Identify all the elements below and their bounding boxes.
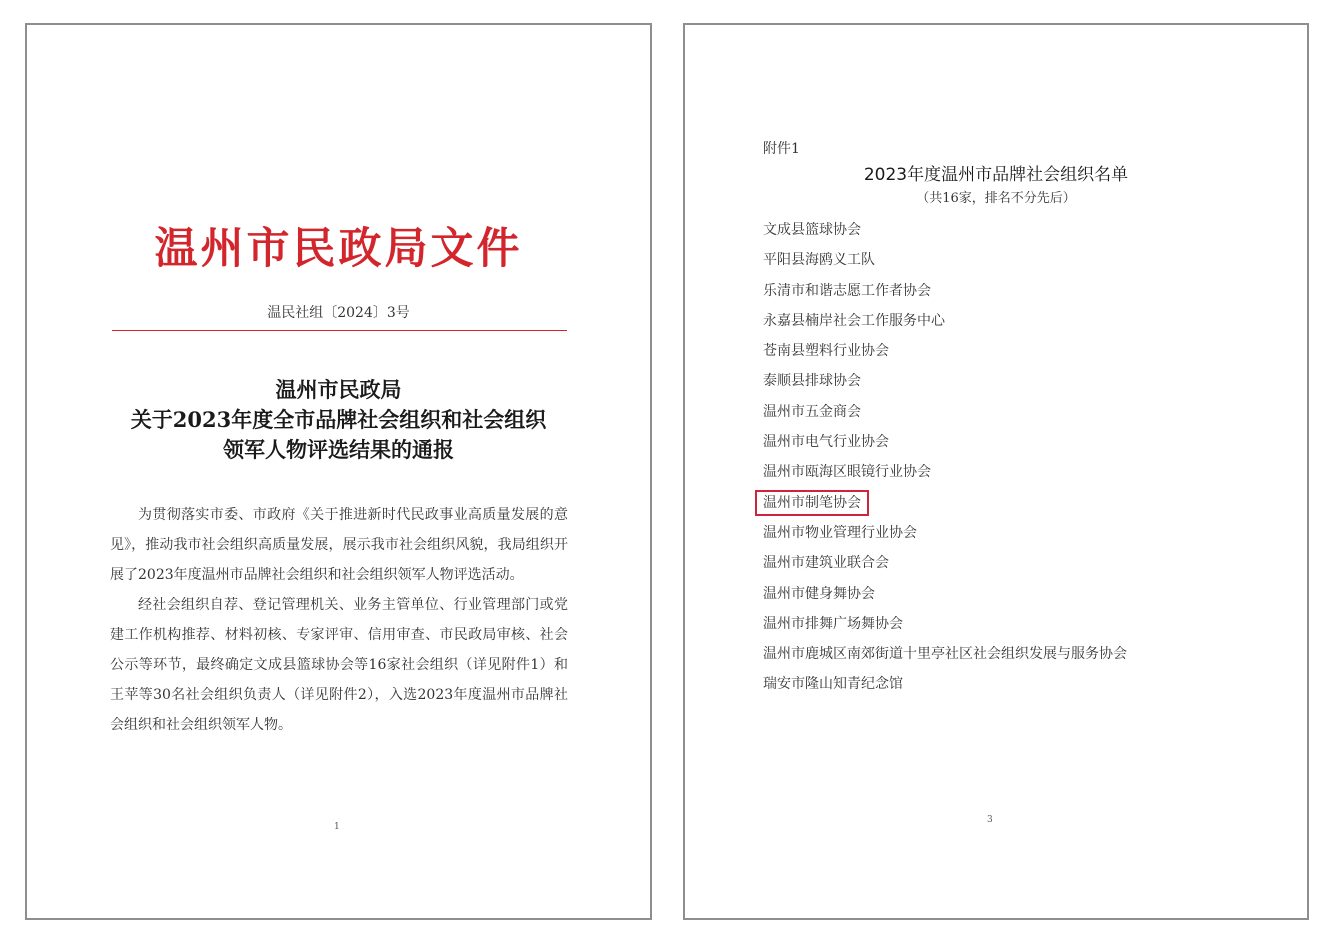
page-number: 1 xyxy=(334,822,340,832)
list-item: 温州市建筑业联合会 xyxy=(763,555,889,572)
highlight-box: 温州市制笔协会 xyxy=(755,490,869,516)
list-item: 瑞安市隆山知青纪念馆 xyxy=(763,676,903,693)
list-item: 温州市瓯海区眼镜行业协会 xyxy=(763,464,931,481)
list-item: 温州市电气行业协会 xyxy=(763,434,889,451)
list-item: 文成县篮球协会 xyxy=(763,222,861,238)
title-line: 领军人物评选结果的通报 xyxy=(223,437,454,462)
list-subtitle: （共16家，排名不分先后） xyxy=(916,191,1076,206)
header-red-rule xyxy=(112,330,567,331)
document-number: 温民社组〔2024〕3号 xyxy=(267,305,410,321)
body-paragraph: 经社会组织自荐、登记管理机关、业务主管单位、行业管理部门或党建工作机构推荐、材料初核、专家评审、信用审查、市民政局审核、社会公示等环节，最终确定文成县篮球协会等16家社会组织（详见附件1）和王苹等30名社会组织负责人（详见附件2），入选2023年度温州市品牌社会组织和社会组织领军人物。 xyxy=(110,597,568,733)
list-item: 温州市鹿城区南郊街道十里亭社区社会组织发展与服务协会 xyxy=(763,646,1127,663)
list-item: 温州市五金商会 xyxy=(763,403,861,420)
list-item: 平阳县海鸥义工队 xyxy=(763,252,875,269)
document-header: 温州市民政局文件 xyxy=(154,224,523,274)
page-number: 3 xyxy=(987,815,993,825)
document-title xyxy=(27,375,650,465)
body-paragraph: 为贯彻落实市委、市政府《关于推进新时代民政事业高质量发展的意见》，推动我市社会组织高质量发展，展示我市社会组织风貌，我局组织开展了2023年度温州市品牌社会组织和社会组织领军人物评选活动。 xyxy=(110,507,568,583)
list-item: 永嘉县楠岸社会工作服务中心 xyxy=(763,312,945,329)
document-body xyxy=(110,500,568,740)
title-line: 关于2023年度全市品牌社会组织和社会组织 xyxy=(130,407,547,432)
title-line: 温州市民政局 xyxy=(275,377,402,402)
organization-list xyxy=(763,215,1127,700)
list-item: 乐清市和谐志愿工作者协会 xyxy=(763,282,931,299)
attachment-label: 附件1 xyxy=(763,141,800,157)
list-item: 苍南县塑料行业协会 xyxy=(763,343,889,360)
list-item: 温州市排舞广场舞协会 xyxy=(763,615,903,632)
highlighted-list-item xyxy=(763,488,1127,518)
list-item: 泰顺县排球协会 xyxy=(763,373,861,390)
list-title: 2023年度温州市品牌社会组织名单 xyxy=(863,165,1129,185)
document-page-right xyxy=(683,23,1309,920)
document-page-left xyxy=(25,23,652,920)
list-item: 温州市物业管理行业协会 xyxy=(763,524,917,541)
list-item: 温州市健身舞协会 xyxy=(763,585,875,602)
